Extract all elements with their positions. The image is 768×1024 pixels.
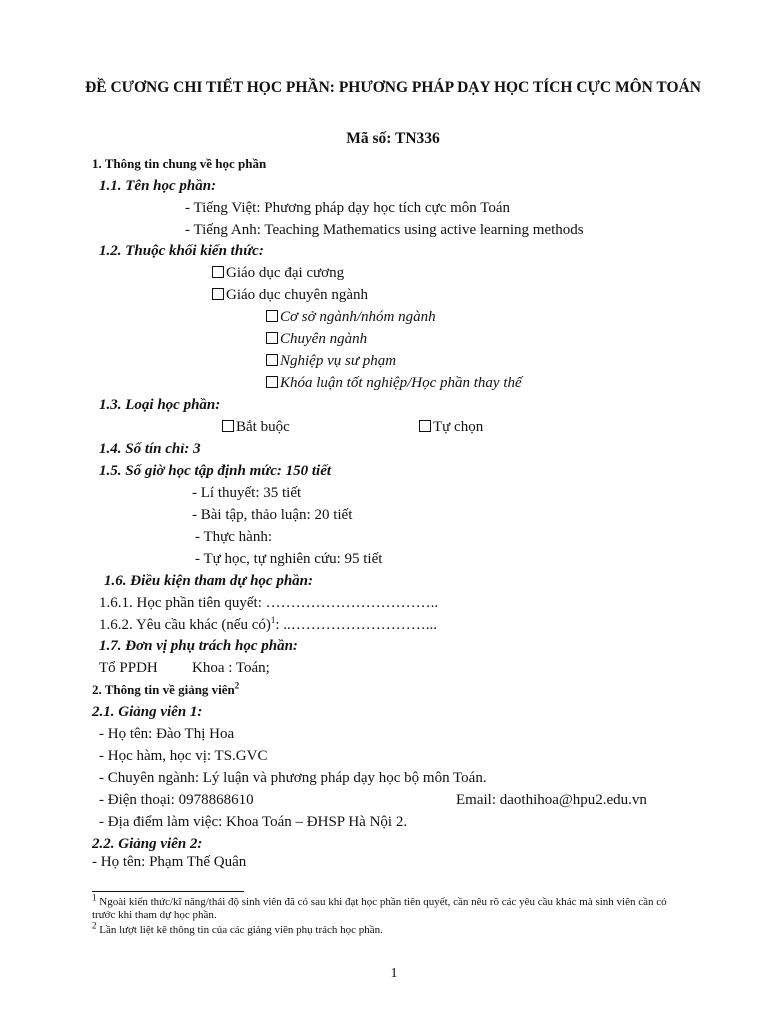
- page-number: 1: [390, 966, 398, 981]
- footnote-1-text: Ngoài kiến thức/kĩ năng/thái độ sinh viên đã có sau khi đạt học phần tiên quyết, cần nêu rõ các yêu cầu khác mà sinh viên cần có trước khi tham dự học phần.: [92, 896, 667, 921]
- checkbox-icon[interactable]: [212, 288, 224, 300]
- prerequisite-heading: 1.6. Điều kiện tham dự học phần:: [104, 573, 314, 589]
- checkbox-label: Chuyên ngành: [280, 331, 368, 347]
- checkbox-icon[interactable]: [212, 266, 224, 278]
- hours-theory: - Lí thuyết: 35 tiết: [192, 485, 302, 501]
- section2-heading: [92, 680, 239, 700]
- other-requirements: [99, 615, 437, 635]
- checkbox-major[interactable]: [266, 329, 367, 349]
- checkbox-thesis[interactable]: [266, 373, 522, 393]
- checkbox-icon[interactable]: [266, 376, 278, 388]
- footnote-2-text: Lần lượt liệt kê thông tin của các giảng viên phụ trách học phần.: [96, 924, 383, 936]
- lecturer1-phone: - Điện thoại: 0978868610: [99, 792, 254, 808]
- footnote-divider: [92, 891, 244, 892]
- unit-faculty: Khoa : Toán;: [192, 660, 270, 676]
- checkbox-icon[interactable]: [266, 354, 278, 366]
- lecturer1-rank: - Học hàm, học vị: TS.GVC: [99, 748, 268, 764]
- checkbox-icon[interactable]: [266, 310, 278, 322]
- lecturer1-workplace: - Địa điểm làm việc: Khoa Toán – ĐHSP Hà Nội 2.: [99, 814, 408, 830]
- checkbox-elective[interactable]: [419, 417, 483, 437]
- lecturer1-major: - Chuyên ngành: Lý luận và phương pháp dạy học bộ môn Toán.: [99, 770, 487, 786]
- footnote-ref-1[interactable]: 1: [270, 615, 276, 625]
- course-code: Mã số: TN336: [346, 130, 440, 147]
- course-name-heading: 1.1. Tên học phần:: [99, 178, 217, 194]
- credits: 1.4. Số tín chỉ: 3: [99, 441, 201, 457]
- footnote-1-number: 1: [92, 892, 97, 903]
- checkbox-general-education[interactable]: [212, 263, 344, 283]
- course-name-vi: - Tiếng Việt: Phương pháp dạy học tích cực môn Toán: [185, 200, 510, 216]
- lecturer1-heading: 2.1. Giảng viên 1:: [92, 704, 203, 720]
- checkbox-label: Giáo dục đại cương: [226, 265, 345, 281]
- checkbox-specialized-education[interactable]: [212, 285, 368, 305]
- checkbox-icon[interactable]: [419, 420, 431, 432]
- checkbox-label: Tự chọn: [433, 419, 484, 435]
- hours-heading: 1.5. Số giờ học tập định mức: 150 tiết: [99, 463, 332, 479]
- checkbox-label: Nghiệp vụ sư phạm: [280, 353, 397, 369]
- section2-heading-text: 2. Thông tin về giảng viên: [92, 682, 235, 697]
- checkbox-label: Cơ sở ngành/nhóm ngành: [280, 309, 436, 325]
- lecturer2-heading: 2.2. Giảng viên 2:: [92, 836, 203, 852]
- checkbox-base-major[interactable]: [266, 307, 436, 327]
- knowledge-heading: 1.2. Thuộc khối kiến thức:: [99, 243, 264, 259]
- lecturer2-name: - Họ tên: Phạm Thế Quân: [92, 854, 247, 870]
- checkbox-pedagogy[interactable]: [266, 351, 396, 371]
- checkbox-icon[interactable]: [222, 420, 234, 432]
- footnote-1: [92, 892, 692, 922]
- footnote-2: [92, 920, 692, 937]
- checkbox-label: Bắt buộc: [236, 419, 290, 435]
- checkbox-label: Khóa luận tốt nghiệp/Học phần thay thế: [280, 375, 522, 391]
- lecturer1-name: - Họ tên: Đào Thị Hoa: [99, 726, 235, 742]
- footnote-ref-2[interactable]: 2: [234, 680, 240, 691]
- course-type-heading: 1.3. Loại học phần:: [99, 397, 221, 413]
- checkbox-required[interactable]: [222, 417, 290, 437]
- lecturer1-email[interactable]: Email: daothihoa@hpu2.edu.vn: [456, 792, 647, 808]
- unit-group: Tổ PPDH: [99, 660, 158, 676]
- document-title: ĐỀ CƯƠNG CHI TIẾT HỌC PHẦN: PHƯƠNG PHÁP DẠY HỌC TÍCH CỰC MÔN TOÁN: [85, 79, 701, 96]
- other-requirements-label: 1.6.2. Yêu cầu khác (nếu có): [99, 617, 271, 633]
- checkbox-label: Giáo dục chuyên ngành: [226, 287, 369, 303]
- hours-self-study: - Tự học, tự nghiên cứu: 95 tiết: [195, 551, 383, 567]
- footnote-2-number: 2: [92, 920, 97, 931]
- unit-heading: 1.7. Đơn vị phụ trách học phần:: [99, 638, 298, 654]
- hours-exercise: - Bài tập, thảo luận: 20 tiết: [192, 507, 353, 523]
- other-requirements-value: : ..………………………...: [275, 617, 438, 633]
- course-name-en: - Tiếng Anh: Teaching Mathematics using active learning methods: [185, 222, 584, 238]
- checkbox-icon[interactable]: [266, 332, 278, 344]
- prerequisite-course: 1.6.1. Học phần tiên quyết: ……………………………..: [99, 595, 439, 611]
- hours-practice: - Thực hành:: [195, 529, 272, 545]
- section1-heading: 1. Thông tin chung về học phần: [92, 156, 267, 171]
